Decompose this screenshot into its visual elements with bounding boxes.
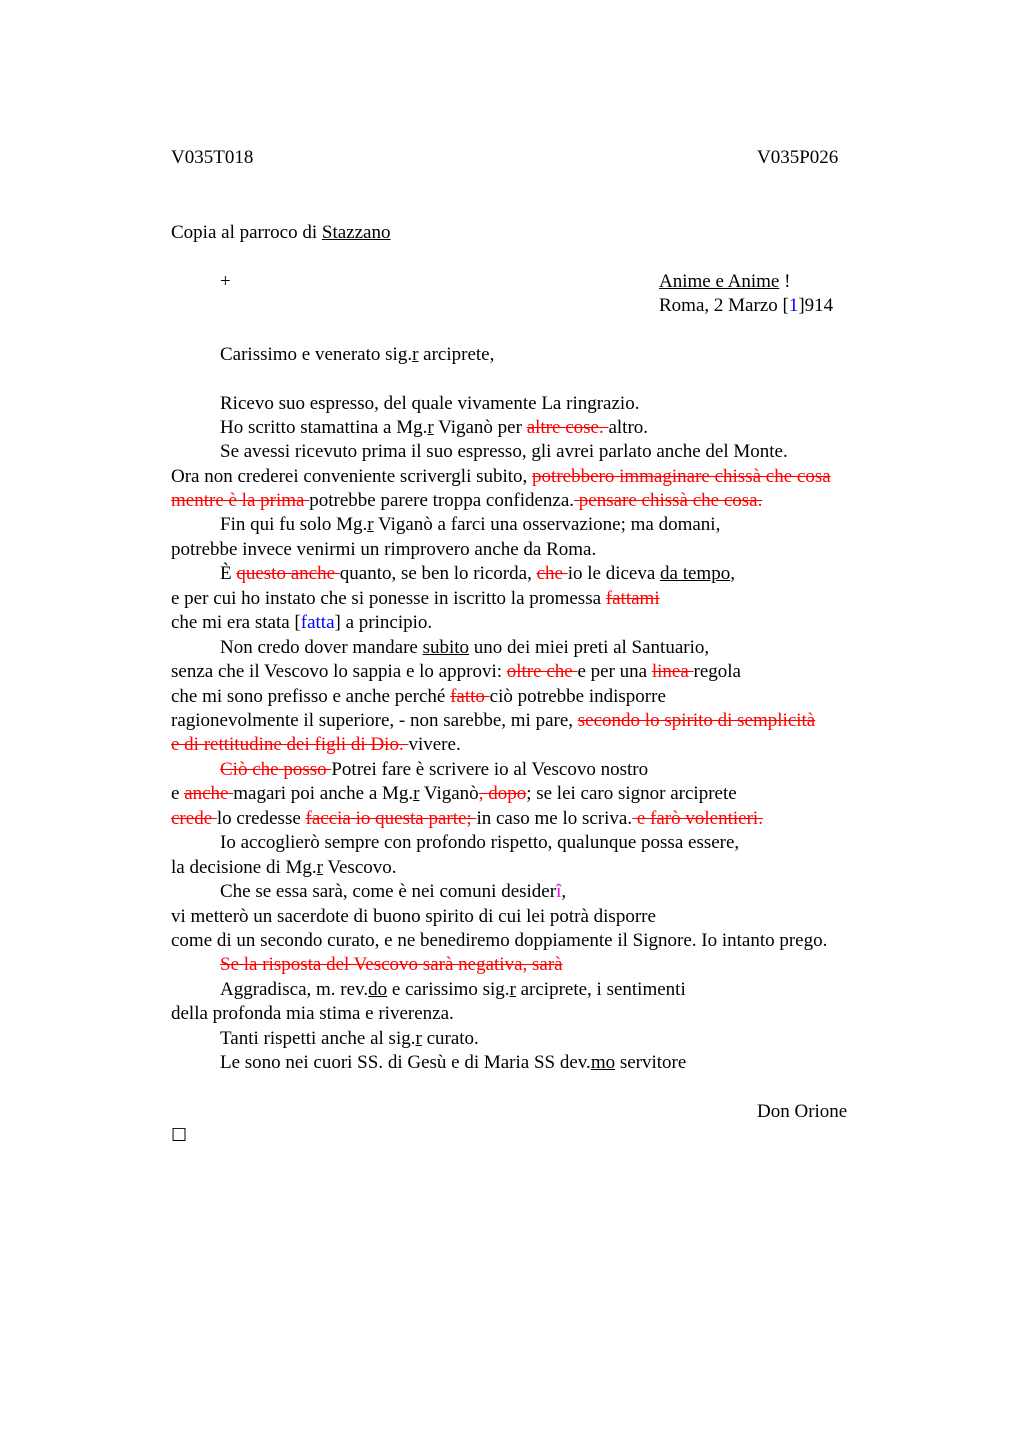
letter-line: Le sono nei cuori SS. di Gesù e di Maria SS dev.mo servitore (220, 1052, 687, 1073)
letter-line: Ciò che posso Potrei fare è scrivere io al Vescovo nostro (220, 759, 649, 780)
end-square-mark: ☐ (171, 1125, 188, 1146)
dateline: Roma, 2 Marzo [1]914 (659, 295, 834, 316)
cross-mark: + (220, 271, 231, 292)
letter-line: Ora non crederei conveniente scrivergli subito, potrebbero immaginare chissà che cosa (171, 466, 831, 487)
letter-line: Che se essa sarà, come è nei comuni desiderî, (220, 881, 567, 902)
letter-line: la decisione di Mg.r Vescovo. (171, 857, 397, 878)
letter-line: Non credo dover mandare subito uno dei miei preti al Santuario, (220, 637, 710, 658)
letter-line: e anche magari poi anche a Mg.r Viganò, dopo; se lei caro signor arciprete (171, 783, 737, 804)
letter-line: e per cui ho instato che si ponesse in iscritto la promessa fattami (171, 588, 660, 609)
letter-line: senza che il Vescovo lo sappia e lo approvi: oltre che e per una linea regola (171, 661, 741, 682)
letter-line: Io accoglierò sempre con profondo rispetto, qualunque possa essere, (220, 832, 740, 853)
heading: Copia al parroco di Stazzano (171, 222, 391, 243)
letter-line: Tanti rispetti anche al sig.r curato. (220, 1028, 479, 1049)
letter-line: potrebbe invece venirmi un rimprovero anche da Roma. (171, 539, 597, 560)
doc-code-left: V035T018 (171, 147, 254, 168)
letter-line: Ricevo suo espresso, del quale vivamente La ringrazio. (220, 393, 640, 414)
letter-line: Ho scritto stamattina a Mg.r Viganò per altre cose. altro. (220, 417, 649, 438)
signature: Don Orione (757, 1101, 848, 1122)
letter-line: ragionevolmente il superiore, - non sarebbe, mi pare, secondo lo spirito di semplicità (171, 710, 816, 731)
letter-line: Fin qui fu solo Mg.r Viganò a farci una osservazione; ma domani, (220, 514, 721, 535)
letter-line: che mi era stata [fatta] a principio. (171, 612, 433, 633)
letter-line: e di rettitudine dei figli di Dio. vivere. (171, 734, 461, 755)
heading-place: Stazzano (321, 222, 391, 243)
doc-code-right: V035P026 (757, 147, 839, 168)
motto: Anime e Anime ! (659, 271, 791, 292)
salutation: Carissimo e venerato sig.r arciprete, (220, 344, 495, 365)
letter-line: crede lo credesse faccia io questa parte; in caso me lo scriva. e farò volentieri. (171, 808, 763, 829)
letter-line: della profonda mia stima e riverenza. (171, 1003, 454, 1024)
letter-line: come di un secondo curato, e ne benediremo doppiamente il Signore. Io intanto prego. (171, 930, 828, 951)
letter-line: È questo anche quanto, se ben lo ricorda, che io le diceva da tempo, (220, 563, 735, 584)
letter-line: Aggradisca, m. rev.do e carissimo sig.r arciprete, i sentimenti (220, 979, 686, 1000)
letter-line: Se avessi ricevuto prima il suo espresso, gli avrei parlato anche del Monte. (220, 441, 788, 462)
letter-line: che mi sono prefisso e anche perché fatto ciò potrebbe indisporre (171, 686, 666, 707)
letter-line: vi metterò un sacerdote di buono spirito di cui lei potrà disporre (171, 906, 656, 927)
letter-line: mentre è la prima potrebbe parere troppa confidenza. pensare chissà che cosa. (171, 490, 763, 511)
letter-line-deleted: Se la risposta del Vescovo sarà negativa, sarà (220, 954, 563, 975)
